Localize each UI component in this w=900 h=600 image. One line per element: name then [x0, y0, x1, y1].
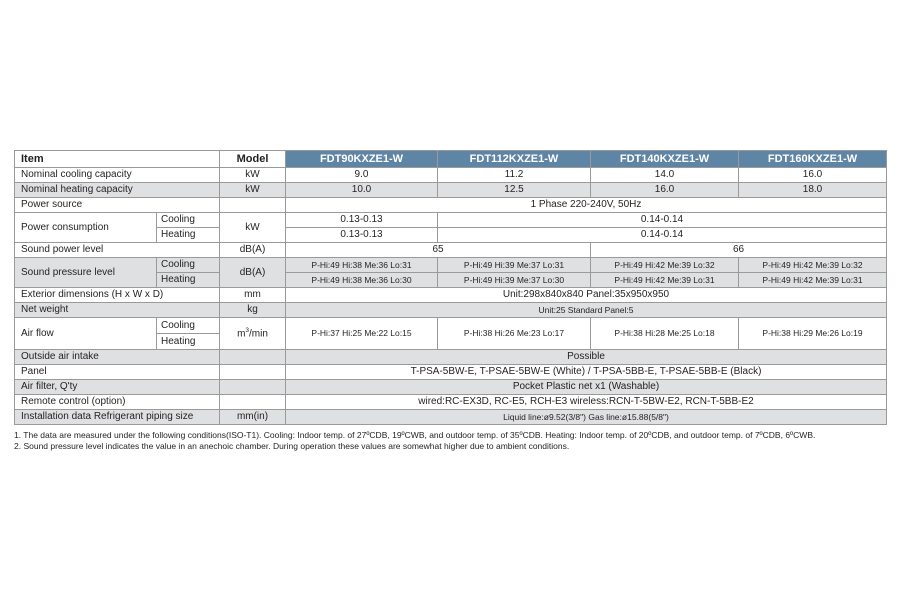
cell-value: Unit:25 Standard Panel:5: [286, 303, 887, 318]
row-unit: kW: [220, 213, 286, 243]
row-label: Nominal cooling capacity: [15, 168, 220, 183]
table-row: [15, 318, 887, 334]
unit-prefix: m: [237, 328, 246, 340]
cell-value: 0.13-0.13: [286, 213, 438, 228]
cell-value: 11.2: [438, 168, 591, 183]
cell-value: Possible: [286, 350, 887, 365]
row-unit-empty: [220, 365, 286, 380]
heating-sublabel: Heating: [157, 273, 220, 288]
table-row: [15, 198, 887, 213]
cell-value: P-Hi:49 Hi:42 Me:39 Lo:31: [591, 273, 739, 288]
row-label: Power consumption: [15, 213, 157, 243]
row-unit: mm: [220, 288, 286, 303]
heating-sublabel: Heating: [157, 228, 220, 243]
cell-value: Pocket Plastic net x1 (Washable): [286, 380, 887, 395]
row-unit: [220, 318, 286, 350]
row-label: Sound pressure level: [15, 258, 157, 288]
cell-value: P-Hi:49 Hi:39 Me:37 Lo:30: [438, 273, 591, 288]
unit-superscript: 3: [245, 326, 250, 334]
model-name-2: FDT112KXZE1-W: [438, 151, 591, 168]
model-name-3: FDT140KXZE1-W: [591, 151, 739, 168]
cell-value: P-Hi:49 Hi:42 Me:39 Lo:32: [591, 258, 739, 273]
row-label: Power source: [15, 198, 220, 213]
row-label: Installation data Refrigerant piping size: [15, 410, 220, 425]
row-label: Exterior dimensions (H x W x D): [15, 288, 220, 303]
cell-value: 0.14-0.14: [438, 228, 887, 243]
footnote-1: 1. The data are measured under the following conditions(ISO-T1). Cooling: Indoor temp. of 27ºCDB, 19ºCWB, and outdoor temp. of 35ºCDB. Heating: Indoor temp. of 20ºCDB, and outdoor temp. of 7ºCDB, 6ºCWB.: [14, 430, 816, 440]
table-row: [15, 350, 887, 365]
item-header: Item: [15, 151, 220, 168]
table-row: [15, 288, 887, 303]
table-row: [15, 365, 887, 380]
row-unit: kW: [220, 168, 286, 183]
cell-value: 14.0: [591, 168, 739, 183]
cell-value: 16.0: [739, 168, 887, 183]
table-row: [15, 258, 887, 273]
cell-value: Unit:298x840x840 Panel:35x950x950: [286, 288, 887, 303]
row-unit: dB(A): [220, 243, 286, 258]
cell-value: P-Hi:49 Hi:39 Me:37 Lo:31: [438, 258, 591, 273]
row-label: Outside air intake: [15, 350, 220, 365]
table-row: [15, 410, 887, 425]
row-unit: kg: [220, 303, 286, 318]
table-row: [15, 395, 887, 410]
cell-value: wired:RC-EX3D, RC-E5, RCH-E3 wireless:RCN-T-5BW-E2, RCN-T-5BB-E2: [286, 395, 887, 410]
row-label: Nominal heating capacity: [15, 183, 220, 198]
row-label: Sound power level: [15, 243, 220, 258]
table-row: [15, 243, 887, 258]
unit-suffix: /min: [249, 328, 268, 340]
footnote-2: 2. Sound pressure level indicates the value in an anechoic chamber. During operation these values are somewhat higher due to ambient conditions.: [14, 441, 570, 451]
row-unit-empty: [220, 395, 286, 410]
model-header: Model: [220, 151, 286, 168]
cell-value: P-Hi:49 Hi:42 Me:39 Lo:32: [739, 258, 887, 273]
table-row: [15, 183, 887, 198]
cell-value: 12.5: [438, 183, 591, 198]
cell-value: 0.13-0.13: [286, 228, 438, 243]
table-row: [15, 380, 887, 395]
cell-value: 0.14-0.14: [438, 213, 887, 228]
cell-value: 16.0: [591, 183, 739, 198]
spec-table: [14, 150, 887, 425]
heating-sublabel: Heating: [157, 334, 220, 350]
spec-table-container: [14, 150, 886, 425]
row-label: Net weight: [15, 303, 220, 318]
cooling-sublabel: Cooling: [157, 213, 220, 228]
cell-value: T-PSA-5BW-E, T-PSAE-5BW-E (White) / T-PSA-5BB-E, T-PSAE-5BB-E (Black): [286, 365, 887, 380]
cell-value: 10.0: [286, 183, 438, 198]
cooling-sublabel: Cooling: [157, 258, 220, 273]
row-label: Panel: [15, 365, 220, 380]
model-name-1: FDT90KXZE1-W: [286, 151, 438, 168]
row-label: Air flow: [15, 318, 157, 350]
row-unit-empty: [220, 350, 286, 365]
cell-value: P-Hi:49 Hi:38 Me:36 Lo:30: [286, 273, 438, 288]
cell-value: 9.0: [286, 168, 438, 183]
cell-value: 1 Phase 220-240V, 50Hz: [286, 198, 887, 213]
cell-value: 18.0: [739, 183, 887, 198]
table-header-row: [15, 151, 887, 168]
row-unit: dB(A): [220, 258, 286, 288]
cell-value: P-Hi:38 Hi:26 Me:23 Lo:17: [438, 318, 591, 350]
cell-value: Liquid line:ø9.52(3/8") Gas line:ø15.88(5/8"): [286, 410, 887, 425]
model-name-4: FDT160KXZE1-W: [739, 151, 887, 168]
row-unit-empty: [220, 380, 286, 395]
cell-value: 65: [286, 243, 591, 258]
cell-value: P-Hi:37 Hi:25 Me:22 Lo:15: [286, 318, 438, 350]
cell-value: P-Hi:38 Hi:28 Me:25 Lo:18: [591, 318, 739, 350]
cell-value: 66: [591, 243, 887, 258]
row-label: Remote control (option): [15, 395, 220, 410]
row-unit-empty: [220, 198, 286, 213]
footnotes: [14, 430, 886, 452]
table-row: [15, 213, 887, 228]
row-unit: mm(in): [220, 410, 286, 425]
cooling-sublabel: Cooling: [157, 318, 220, 334]
table-row: [15, 303, 887, 318]
cell-value: P-Hi:49 Hi:38 Me:36 Lo:31: [286, 258, 438, 273]
row-label: Air filter, Q'ty: [15, 380, 220, 395]
row-unit: kW: [220, 183, 286, 198]
cell-value: P-Hi:49 Hi:42 Me:39 Lo:31: [739, 273, 887, 288]
table-row: [15, 168, 887, 183]
cell-value: P-Hi:38 Hi:29 Me:26 Lo:19: [739, 318, 887, 350]
